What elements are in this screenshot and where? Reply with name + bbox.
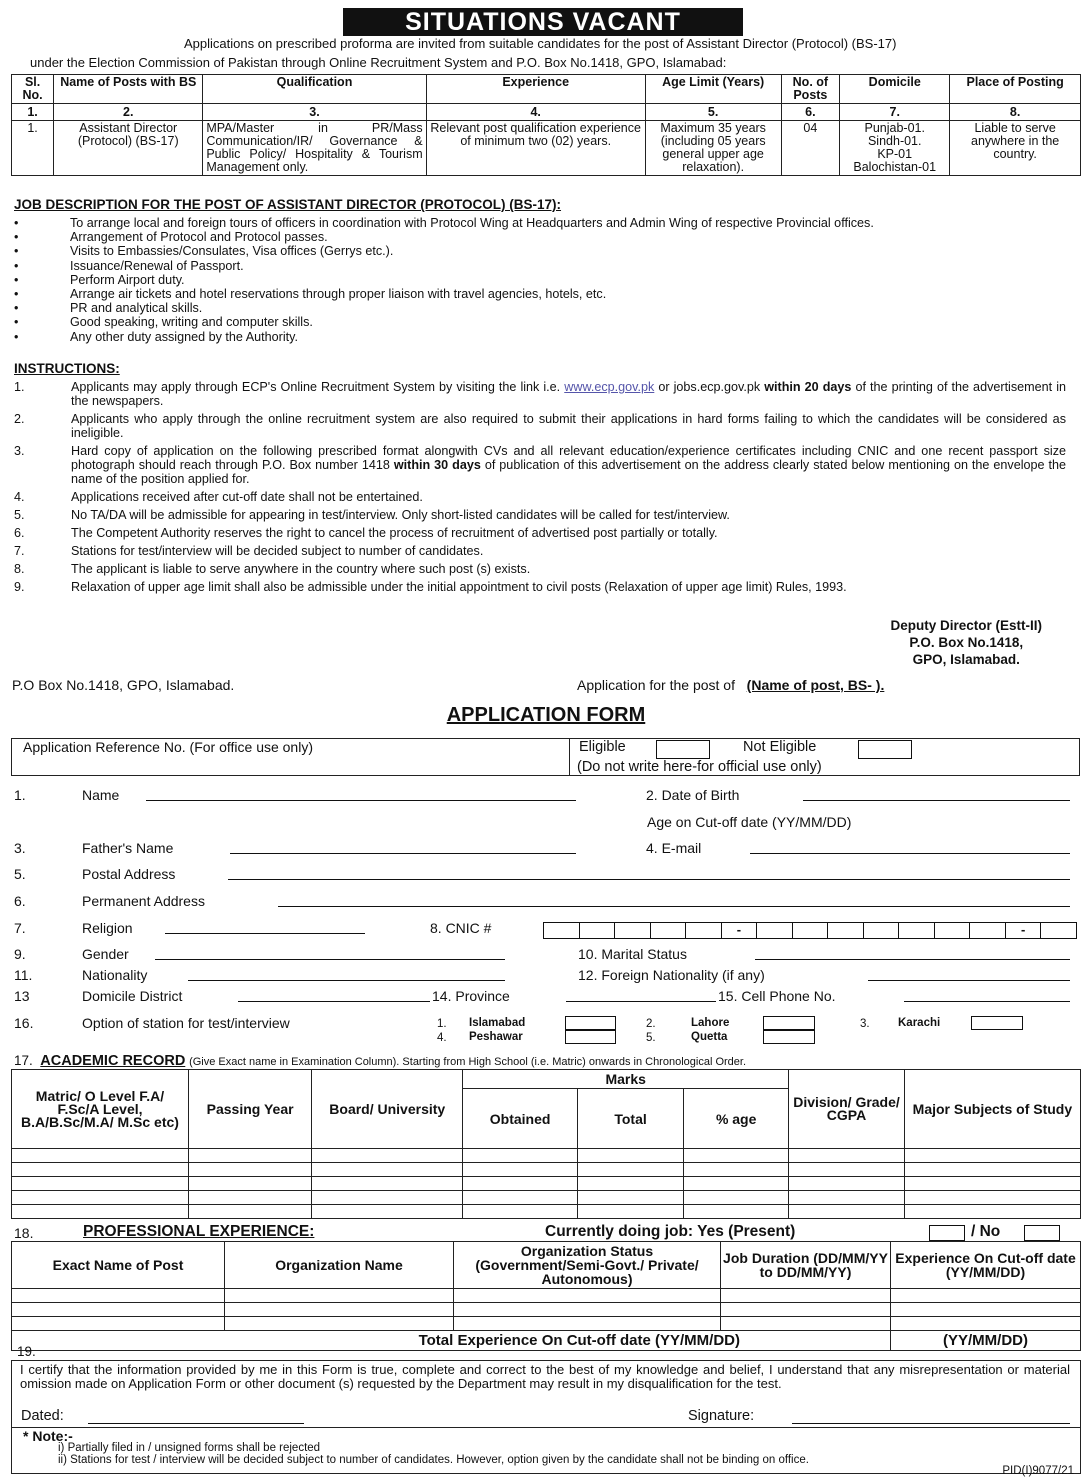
col-place: Place of Posting — [950, 75, 1081, 104]
field-number: 11. — [14, 967, 33, 983]
cnic-digit-box[interactable] — [580, 923, 616, 938]
col-marks: Marks — [463, 1070, 789, 1089]
posts-table — [11, 74, 1081, 176]
name-field[interactable] — [146, 787, 576, 801]
col-division: Division/ Grade/ CGPA — [789, 1070, 905, 1149]
col-experience: Experience — [426, 75, 645, 104]
instruction-text: Hard copy of application on the following prescribed format alongwith CVs and all relevant education/experience certificates including CNIC and one recent passport size photograph should reach through P.O. Box number 1418 — [71, 444, 1066, 472]
name-label: Name — [82, 787, 120, 803]
instructions-list — [14, 380, 1066, 594]
foreign-nationality-label: 12. Foreign Nationality (if any) — [578, 967, 765, 983]
application-for-label: Application for the post of — [577, 677, 735, 693]
currently-job-label: Currently doing job: Yes (Present) — [545, 1223, 796, 1240]
instruction-text: Applicants who apply through the online recruitment system are also required to submit their applications in hard forms failing to which the candidates will be considered as ineligible. — [71, 412, 1066, 440]
list-item — [14, 490, 1066, 504]
intro-line-1: Applications on prescribed proforma are invited from suitable candidates for the post of Assistant Director (Protocol) (BS-17) — [184, 36, 897, 51]
postal-address-field[interactable] — [228, 866, 1070, 880]
cnic-digit-box[interactable] — [686, 923, 722, 938]
eligible-checkbox[interactable] — [656, 740, 710, 759]
list-item — [14, 580, 1066, 594]
deadline-20-days: within 20 days — [764, 380, 852, 394]
list-item: • Visits to Embassies/Consulates, Visa offices (Gerrys etc.). — [14, 244, 1074, 258]
list-item: • Any other duty assigned by the Authority. — [14, 330, 1074, 344]
station-number: 1. — [437, 1018, 447, 1030]
note-heading: * Note:- — [23, 1428, 73, 1444]
cnic-digit-box[interactable] — [899, 923, 935, 938]
station-peshawar-label: Peshawar — [469, 1031, 523, 1043]
intro-line-2: under the Election Commission of Pakistan through Online Recruitment System and P.O. Box No.1418, GPO, Islamabad: — [30, 55, 727, 70]
item-number: 3. — [14, 444, 25, 458]
cell-qualification: MPA/Master in PR/Mass Communication/IR/ Governance & Public Policy/ Hospitality & Tourism Management only. — [203, 121, 426, 176]
table-row[interactable] — [12, 1177, 1081, 1191]
station-karachi-checkbox[interactable] — [971, 1016, 1023, 1030]
table-row[interactable] — [12, 1205, 1081, 1219]
religion-label: Religion — [82, 920, 133, 936]
note-item: i) Partially filed in / unsigned forms shall be rejected — [58, 1442, 321, 1454]
cnic-digit-box[interactable] — [1041, 923, 1076, 938]
station-quetta-checkbox[interactable] — [763, 1030, 815, 1044]
academic-record-table — [11, 1069, 1081, 1219]
address-left: P.O Box No.1418, GPO, Islamabad. — [12, 677, 235, 693]
province-field[interactable] — [566, 988, 716, 1002]
certificate-box — [11, 1344, 1081, 1474]
cnic-digit-box[interactable] — [828, 923, 864, 938]
currently-yes-checkbox[interactable] — [929, 1225, 965, 1241]
permanent-address-field[interactable] — [278, 893, 1070, 907]
col-total: Total — [577, 1089, 683, 1149]
station-lahore-checkbox[interactable] — [763, 1016, 815, 1030]
domicile-balochistan: Balochistan-01 — [853, 160, 937, 174]
item-number: 7. — [14, 544, 25, 558]
dob-field[interactable] — [803, 787, 1070, 801]
cell-place: Liable to serve anywhere in the country. — [950, 121, 1081, 176]
cell-sl: 1. — [12, 121, 54, 176]
postal-address-label: Postal Address — [82, 866, 176, 882]
cnic-digit-box[interactable] — [793, 923, 829, 938]
certificate-text: I certify that the information provided by me in this Form is true, complete and correct to the best of my knowledge and belief, I understand that any misrepresentation or material omission made on Application Form or other document (s) requested by the Department may result in my disqualification for the test. — [20, 1362, 1070, 1391]
instruction-text: The Competent Authority reserves the right to cancel the process of recruitment of advertised post partially or totally. — [71, 526, 718, 540]
office-use-box — [11, 738, 1080, 776]
station-peshawar-checkbox[interactable] — [565, 1030, 616, 1044]
dated-field[interactable] — [88, 1408, 304, 1424]
cell-age: Maximum 35 years (including 05 years general upper age relaxation). — [645, 121, 781, 176]
instruction-text: or jobs.ecp.gov.pk — [654, 380, 765, 394]
cnic-label: 8. CNIC # — [430, 920, 492, 936]
cnic-digit-box[interactable] — [864, 923, 900, 938]
col-sl: Sl. No. — [12, 75, 54, 104]
col-experience-cutoff: Experience On Cut-off date (YY/MM/DD) — [891, 1242, 1081, 1289]
deadline-30-days: within 30 days — [393, 458, 481, 472]
section-number: 19. — [17, 1344, 36, 1359]
field-number: 9. — [14, 946, 26, 962]
table-row[interactable] — [12, 1191, 1081, 1205]
col-number: 1. — [12, 104, 54, 121]
job-description-heading: JOB DESCRIPTION FOR THE POST OF ASSISTANT DIRECTOR (PROTOCOL) (BS-17): — [14, 197, 562, 212]
cnic-digit-box[interactable] — [544, 923, 580, 938]
col-number: 3. — [203, 104, 426, 121]
academic-record-heading: ACADEMIC RECORD — [40, 1053, 186, 1069]
station-lahore-label: Lahore — [691, 1017, 730, 1029]
col-number: 7. — [840, 104, 950, 121]
instruction-text: Applications received after cut-off date shall not be entertained. — [71, 490, 423, 504]
currently-no-checkbox[interactable] — [1024, 1225, 1060, 1241]
col-age: Age Limit (Years) — [645, 75, 781, 104]
not-eligible-checkbox[interactable] — [858, 740, 912, 759]
field-number: 1. — [14, 787, 26, 803]
item-number: 1. — [14, 380, 25, 394]
instruction-text: Stations for test/interview will be decided subject to number of candidates. — [71, 544, 484, 558]
domicile-sindh: Sindh-01. — [867, 134, 922, 148]
col-job-duration: Job Duration (DD/MM/YY to DD/MM/YY) — [721, 1242, 891, 1289]
field-number: 16. — [14, 1015, 34, 1031]
col-number: 6. — [781, 104, 840, 121]
academic-record-note: (Give Exact name in Examination Column). Starting from High School (i.e. Matric) onwards in Chronological Order. — [189, 1056, 747, 1068]
list-item: • Issuance/Renewal of Passport. — [14, 259, 1074, 273]
cell-phone-field[interactable] — [904, 988, 1070, 1002]
list-item: • Perform Airport duty. — [14, 273, 1074, 287]
page-title: SITUATIONS VACANT — [343, 8, 743, 36]
list-item — [14, 526, 1066, 540]
col-examination: Matric/ O Level F.A/ F.Sc/A Level, B.A/B.Sc/M.A/ M.Sc etc) — [12, 1070, 189, 1149]
col-number: 8. — [950, 104, 1081, 121]
official-use-note: (Do not write here-for official use only) — [577, 759, 822, 775]
instruction-text: Relaxation of upper age limit shall also be admissible under the initial appointment to civil posts (Relaxation of upper age limit) Rules, 1993. — [71, 580, 847, 594]
station-islamabad-label: Islamabad — [469, 1017, 526, 1029]
foreign-nationality-field[interactable] — [868, 967, 1070, 981]
domicile-district-field[interactable] — [238, 988, 430, 1002]
divider — [569, 739, 570, 775]
item-number: 8. — [14, 562, 25, 576]
section-number: 18. — [14, 1225, 34, 1241]
station-number: 4. — [437, 1032, 447, 1044]
list-item — [14, 380, 1066, 408]
section-number: 17. — [14, 1053, 33, 1068]
academic-record-header — [14, 1053, 746, 1069]
col-number: 2. — [54, 104, 203, 121]
instruction-text: No TA/DA will be admissible for appearing in test/interview. Only short-listed candidates will be called for test/interview. — [71, 508, 730, 522]
table-row[interactable] — [12, 1303, 1081, 1317]
domicile-punjab: Punjab-01. — [864, 121, 925, 135]
cnic-dash: - — [1006, 923, 1042, 938]
cnic-dash: - — [722, 923, 758, 938]
religion-field[interactable] — [165, 920, 365, 934]
list-item — [14, 508, 1066, 522]
col-number: 5. — [645, 104, 781, 121]
col-qualification: Qualification — [203, 75, 426, 104]
nationality-label: Nationality — [82, 967, 148, 983]
table-row[interactable] — [12, 1289, 1081, 1303]
marital-status-label: 10. Marital Status — [578, 946, 687, 962]
col-obtained: Obtained — [463, 1089, 578, 1149]
job-description-list — [14, 216, 1074, 344]
item-number: 2. — [14, 412, 25, 426]
station-number: 3. — [860, 1018, 870, 1030]
dated-label: Dated: — [21, 1408, 64, 1424]
signature-field[interactable] — [792, 1408, 1070, 1424]
cnic-digit-box[interactable] — [651, 923, 687, 938]
col-domicile: Domicile — [840, 75, 950, 104]
list-item: • Good speaking, writing and computer skills. — [14, 315, 1074, 329]
total-experience-value[interactable]: (YY/MM/DD) — [891, 1331, 1081, 1351]
instruction-text: of publication of this advertisement on the address clearly stated below mentioning on the envelope the name of the position applied for. — [71, 458, 1066, 486]
item-number: 6. — [14, 526, 25, 540]
col-percentage: % age — [684, 1089, 789, 1149]
pid-code: PID(I)9077/21 — [1002, 1465, 1074, 1477]
col-posts: No. of Posts — [781, 75, 840, 104]
list-item — [14, 412, 1066, 440]
col-passing-year: Passing Year — [188, 1070, 311, 1149]
reference-label: Application Reference No. (For office use only) — [23, 739, 313, 755]
station-option-label: Option of station for test/interview — [82, 1015, 290, 1031]
cnic-field[interactable] — [543, 922, 1077, 939]
col-major-subjects: Major Subjects of Study — [904, 1070, 1080, 1149]
station-number: 2. — [646, 1018, 656, 1030]
gender-field[interactable] — [155, 946, 505, 960]
col-board: Board/ University — [312, 1070, 463, 1149]
col-number: 4. — [426, 104, 645, 121]
experience-heading: PROFESSIONAL EXPERIENCE: — [83, 1223, 315, 1240]
table-row[interactable] — [12, 1149, 1081, 1163]
col-post-name: Exact Name of Post — [12, 1242, 225, 1289]
instruction-text: The applicant is liable to serve anywhere in the country where such post (s) exists. — [71, 562, 531, 576]
total-experience-label: Total Experience On Cut-off date (YY/MM/DD) — [12, 1331, 891, 1351]
table-row[interactable] — [12, 1163, 1081, 1177]
dob-label: 2. Date of Birth — [646, 787, 740, 803]
gender-label: Gender — [82, 946, 129, 962]
field-number: 6. — [14, 893, 26, 909]
field-number: 13 — [14, 988, 30, 1004]
table-row[interactable] — [12, 1317, 1081, 1331]
email-field[interactable] — [750, 840, 1070, 854]
list-item: • Arrange air tickets and hotel reservations through proper liaison with travel agencies, hotels, etc. — [14, 287, 1074, 301]
list-item — [14, 444, 1066, 486]
list-item: • Arrangement of Protocol and Protocol passes. — [14, 230, 1074, 244]
domicile-district-label: Domicile District — [82, 988, 183, 1004]
station-number: 5. — [646, 1032, 656, 1044]
signature-label: Signature: — [688, 1408, 755, 1424]
age-cutoff-label: Age on Cut-off date (YY/MM/DD) — [647, 814, 852, 830]
item-number: 9. — [14, 580, 25, 594]
cnic-digit-box[interactable] — [970, 923, 1006, 938]
domicile-kp: KP-01 — [877, 147, 913, 161]
item-number: 4. — [14, 490, 25, 504]
table-row — [12, 121, 1081, 176]
signatory-block — [890, 617, 1042, 668]
field-number: 5. — [14, 866, 26, 882]
cell-domicile — [840, 121, 950, 176]
field-number: 7. — [14, 920, 26, 936]
signatory-po-box: P.O. Box No.1418, — [909, 635, 1024, 650]
cell-phone-label: 15. Cell Phone No. — [718, 988, 836, 1004]
signatory-city: GPO, Islamabad. — [912, 652, 1020, 667]
cnic-digit-box[interactable] — [757, 923, 793, 938]
station-karachi-label: Karachi — [898, 1017, 941, 1029]
cnic-digit-box[interactable] — [615, 923, 651, 938]
signatory-title: Deputy Director (Estt-II) — [890, 618, 1042, 633]
item-number: 5. — [14, 508, 25, 522]
post-name-placeholder: (Name of post, BS- ). — [746, 677, 885, 693]
list-item — [14, 544, 1066, 558]
ecp-website-link[interactable]: www.ecp.gov.pk — [564, 380, 655, 394]
station-islamabad-checkbox[interactable] — [565, 1016, 616, 1030]
cell-posts: 04 — [781, 121, 840, 176]
cell-post: Assistant Director (Protocol) (BS-17) — [54, 121, 203, 176]
field-number: 3. — [14, 840, 26, 856]
col-organization: Organization Name — [225, 1242, 454, 1289]
list-item: • PR and analytical skills. — [14, 301, 1074, 315]
station-quetta-label: Quetta — [691, 1031, 728, 1043]
instruction-text: Applicants may apply through ECP's Online Recruitment System by visiting the link i.e. — [71, 380, 565, 394]
not-eligible-label: Not Eligible — [743, 739, 817, 755]
currently-no-label: / No — [971, 1223, 1001, 1240]
nationality-field[interactable] — [188, 967, 505, 981]
experience-table — [11, 1241, 1081, 1351]
list-item — [14, 562, 1066, 576]
instructions-heading: INSTRUCTIONS: — [14, 361, 120, 376]
col-organization-status: Organization Status (Government/Semi-Govt./ Private/ Autonomous) — [454, 1242, 721, 1289]
father-name-field[interactable] — [230, 840, 576, 854]
cnic-digit-box[interactable] — [935, 923, 971, 938]
cell-experience: Relevant post qualification experience of minimum two (02) years. — [426, 121, 645, 176]
email-label: 4. E-mail — [646, 840, 702, 856]
marital-status-field[interactable] — [755, 946, 1070, 960]
application-form-title: APPLICATION FORM — [446, 704, 646, 726]
list-item: • To arrange local and foreign tours of officers in coordination with Protocol Wing at Headquarters and Admin Wing of respective Provincial offices. — [14, 216, 1074, 230]
divider — [12, 1427, 1080, 1428]
eligible-label: Eligible — [579, 739, 626, 755]
permanent-address-label: Permanent Address — [82, 893, 205, 909]
instruction-text: of the printing of the advertisement in the newspapers. — [71, 380, 1067, 408]
col-post: Name of Posts with BS — [54, 75, 203, 104]
note-item: ii) Stations for test / interview will be decided subject to number of candidates. However, option given by the candidate shall not be binding on office. — [58, 1454, 809, 1466]
father-name-label: Father's Name — [82, 840, 174, 856]
province-label: 14. Province — [432, 988, 510, 1004]
application-for-post — [577, 677, 884, 693]
